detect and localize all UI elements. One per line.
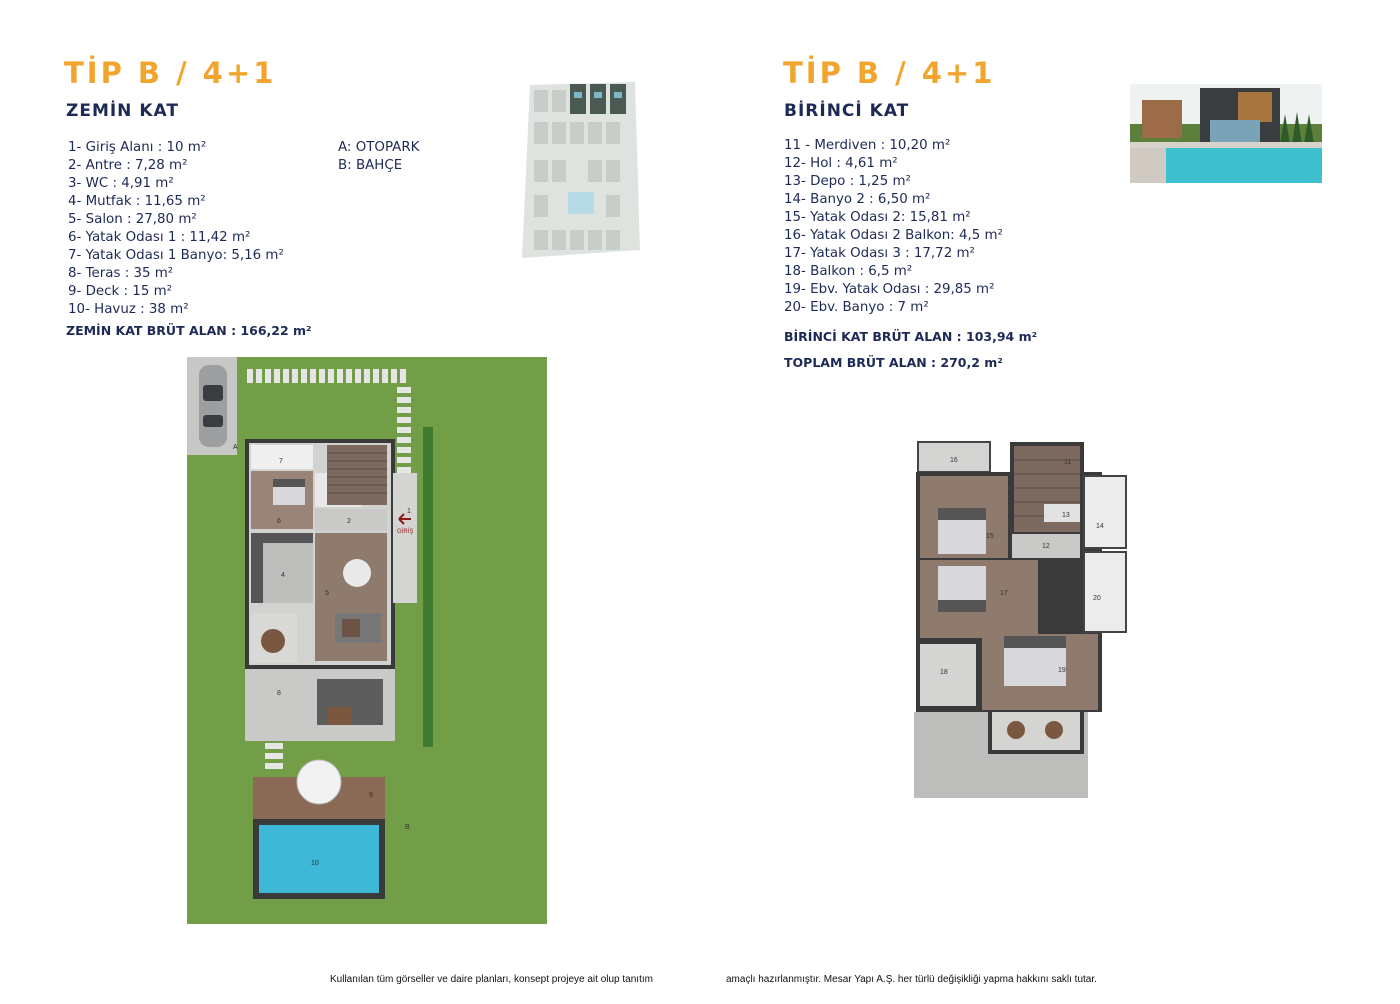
- left-room-list: [68, 139, 284, 319]
- room-item: 4- Mutfak : 11,65 m²: [68, 194, 206, 209]
- room-item: 18- Balkon : 6,5 m²: [784, 264, 913, 279]
- umbrella-icon: [297, 760, 341, 804]
- room-item: 16- Yatak Odası 2 Balkon: 4,5 m²: [784, 228, 1003, 243]
- plan-label-8: 8: [277, 690, 281, 697]
- car-icon: [199, 365, 227, 447]
- ground-floor-total: ZEMİN KAT BRÜT ALAN : 166,22 m²: [66, 323, 312, 338]
- room-item: 3- WC : 4,91 m²: [68, 176, 174, 191]
- room-item: 17- Yatak Odası 3 : 17,72 m²: [784, 246, 975, 261]
- first-floor-plan: [912, 440, 1130, 800]
- room-item: 9- Deck : 15 m²: [68, 284, 173, 299]
- left-title: TİP B / 4+1: [64, 56, 277, 90]
- plan-label-10: 10: [311, 860, 319, 867]
- left-subtitle: ZEMİN KAT: [66, 101, 179, 121]
- right-title: TİP B / 4+1: [783, 56, 996, 90]
- plan-label-15: 15: [986, 533, 994, 540]
- plan-label-b: B: [405, 824, 410, 831]
- legend-item: B: BAHÇE: [338, 158, 403, 173]
- plan-label-giris: GİRİŞ: [397, 529, 414, 535]
- room-item: 14- Banyo 2 : 6,50 m²: [784, 192, 931, 207]
- plan-label-2: 2: [347, 518, 351, 525]
- room-item: 7- Yatak Odası 1 Banyo: 5,16 m²: [68, 248, 284, 263]
- first-floor-total: BİRİNCİ KAT BRÜT ALAN : 103,94 m²: [784, 329, 1038, 344]
- plan-label-a: A: [233, 444, 238, 451]
- plan-label-16: 16: [950, 457, 958, 464]
- plan-label-4: 4: [281, 572, 285, 579]
- plan-label-9: 9: [369, 792, 373, 799]
- plan-label-18: 18: [940, 669, 948, 676]
- plan-label-19: 19: [1058, 667, 1066, 674]
- room-item: 15- Yatak Odası 2: 15,81 m²: [784, 210, 971, 225]
- plan-label-20: 20: [1093, 595, 1101, 602]
- room-item: 8- Teras : 35 m²: [68, 266, 174, 281]
- plan-label-6: 6: [277, 518, 281, 525]
- room-item: 12- Hol : 4,61 m²: [784, 156, 898, 171]
- plan-label-11: 11: [1064, 459, 1072, 466]
- room-item: 2- Antre : 7,28 m²: [68, 158, 188, 173]
- ground-floor-plan: [187, 357, 547, 924]
- plan-label-13: 13: [1062, 512, 1070, 519]
- room-item: 10- Havuz : 38 m²: [68, 302, 189, 317]
- footer-right-text: amaçlı hazırlanmıştır. Mesar Yapı A.Ş. her türlü değişikliği yapma hakkını saklı tutar.: [726, 974, 1097, 985]
- total-gross-area: TOPLAM BRÜT ALAN : 270,2 m²: [784, 355, 1003, 370]
- plan-label-5: 5: [325, 590, 329, 597]
- plan-label-17: 17: [1000, 590, 1008, 597]
- room-item: 1- Giriş Alanı : 10 m²: [68, 140, 207, 155]
- room-item: 20- Ebv. Banyo : 7 m²: [784, 300, 929, 315]
- room-item: 6- Yatak Odası 1 : 11,42 m²: [68, 230, 251, 245]
- villa-render-image: [1130, 84, 1322, 183]
- room-item: 11 - Merdiven : 10,20 m²: [784, 138, 951, 153]
- plan-label-1: 1: [407, 508, 411, 515]
- plan-label-14: 14: [1096, 523, 1104, 530]
- room-item: 19- Ebv. Yatak Odası : 29,85 m²: [784, 282, 995, 297]
- plan-label-12: 12: [1042, 543, 1050, 550]
- plan-label-7: 7: [279, 458, 283, 465]
- right-room-list: [784, 137, 1003, 317]
- legend-item: A: OTOPARK: [338, 140, 420, 155]
- room-item: 5- Salon : 27,80 m²: [68, 212, 197, 227]
- footer-left-text: Kullanılan tüm görseller ve daire planları, konsept projeye ait olup tanıtım: [330, 974, 653, 985]
- site-plan-thumbnail: [520, 80, 642, 260]
- right-subtitle: BİRİNCİ KAT: [784, 101, 910, 121]
- room-item: 13- Depo : 1,25 m²: [784, 174, 911, 189]
- legend-list: [338, 139, 419, 175]
